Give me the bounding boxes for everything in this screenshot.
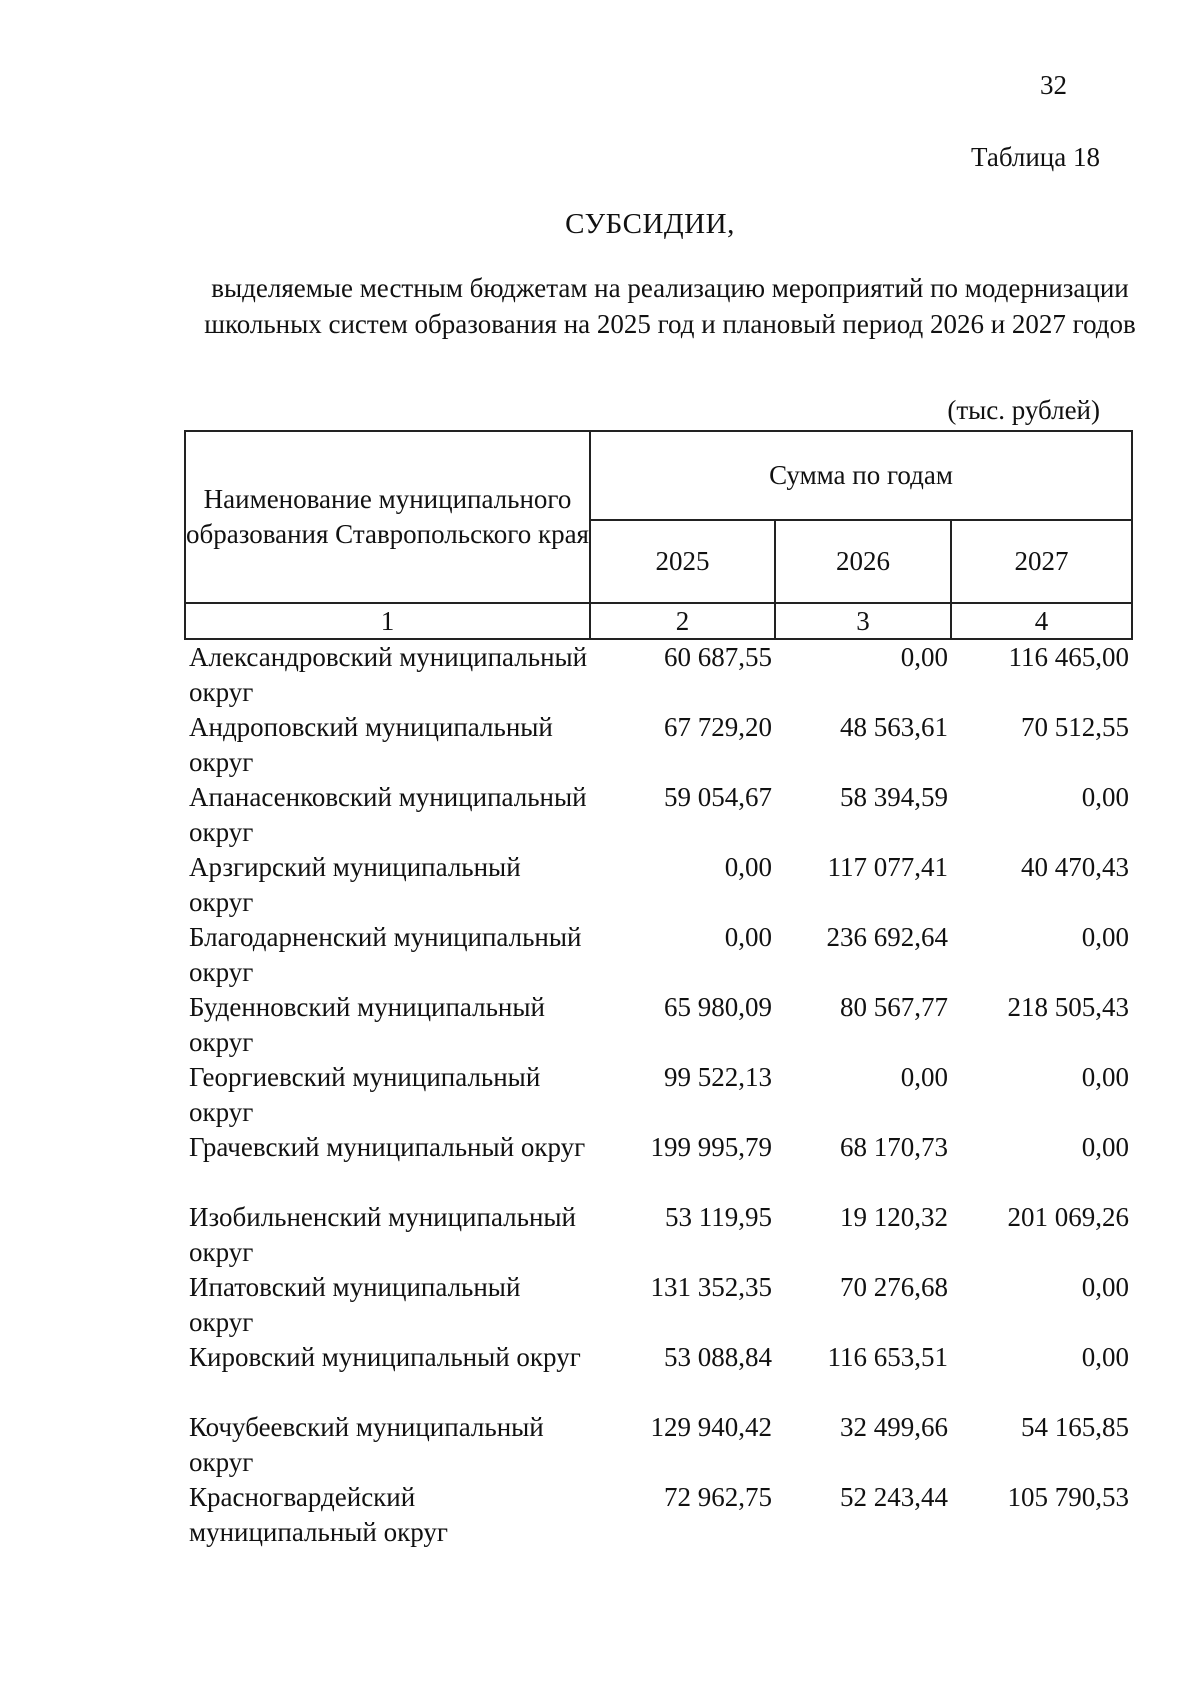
municipality-name: Красногвардейский муниципальный округ bbox=[189, 1482, 448, 1547]
municipality-name: Андроповский муниципальный округ bbox=[189, 712, 553, 777]
municipality-name: Благодарненский муниципальный округ bbox=[189, 922, 582, 987]
value-2027: 201 069,26 bbox=[1007, 1202, 1130, 1232]
column-number-2: 2 bbox=[590, 603, 775, 639]
table-label: Таблица 18 bbox=[971, 142, 1100, 172]
table-row bbox=[185, 1200, 1132, 1270]
value-2025: 72 962,75 bbox=[664, 1482, 772, 1512]
value-2027: 0,00 bbox=[1081, 1062, 1130, 1092]
municipality-name: Грачевский муниципальный округ bbox=[189, 1132, 586, 1162]
table-row bbox=[185, 1130, 1132, 1200]
value-2027: 0,00 bbox=[1081, 1272, 1130, 1302]
value-2025: 67 729,20 bbox=[664, 712, 772, 742]
value-2025: 199 995,79 bbox=[650, 1132, 772, 1162]
table-row bbox=[185, 1480, 1132, 1550]
municipality-name: Апанасенковский муниципальный округ bbox=[189, 782, 587, 847]
value-2027: 54 165,85 bbox=[1021, 1412, 1130, 1442]
page-number: 32 bbox=[1040, 70, 1067, 100]
document-title: СУБСИДИИ, bbox=[565, 208, 735, 240]
value-2025: 131 352,35 bbox=[650, 1272, 772, 1302]
municipality-name: Буденновский муниципальный округ bbox=[189, 992, 545, 1057]
value-2025: 99 522,13 bbox=[664, 1062, 772, 1092]
municipality-name: Арзгирский муниципальный округ bbox=[189, 852, 521, 917]
value-2026: 117 077,41 bbox=[827, 852, 948, 882]
table-row bbox=[185, 780, 1132, 850]
value-2027: 218 505,43 bbox=[1007, 992, 1130, 1022]
value-2025: 0,00 bbox=[724, 852, 772, 882]
header-year-2026: 2026 bbox=[775, 520, 951, 603]
municipality-name: Ипатовский муниципальный округ bbox=[189, 1272, 521, 1337]
value-2026: 0,00 bbox=[900, 1062, 948, 1092]
value-2027: 105 790,53 bbox=[1007, 1482, 1130, 1512]
value-2026: 58 394,59 bbox=[840, 782, 948, 812]
value-2025: 59 054,67 bbox=[664, 782, 772, 812]
column-number-3: 3 bbox=[775, 603, 951, 639]
table-row bbox=[185, 710, 1132, 780]
value-2027: 40 470,43 bbox=[1021, 852, 1130, 882]
municipality-name: Георгиевский муниципальный округ bbox=[189, 1062, 541, 1127]
table-row bbox=[185, 639, 1132, 710]
column-number-1: 1 bbox=[185, 603, 590, 639]
subsidies-table bbox=[184, 430, 1133, 1550]
table-body bbox=[185, 639, 1132, 1550]
value-2025: 53 088,84 bbox=[664, 1342, 772, 1372]
municipality-name: Александровский муниципальный округ bbox=[189, 642, 588, 707]
value-2025: 53 119,95 bbox=[665, 1202, 772, 1232]
unit-note: (тыс. рублей) bbox=[947, 395, 1100, 425]
value-2026: 70 276,68 bbox=[840, 1272, 948, 1302]
municipality-name: Кировский муниципальный округ bbox=[189, 1342, 581, 1372]
value-2026: 116 653,51 bbox=[827, 1342, 948, 1372]
value-2027: 70 512,55 bbox=[1021, 712, 1130, 742]
table-row bbox=[185, 1060, 1132, 1130]
value-2026: 80 567,77 bbox=[840, 992, 948, 1022]
table-row bbox=[185, 920, 1132, 990]
table-row bbox=[185, 1340, 1132, 1410]
value-2026: 236 692,64 bbox=[826, 922, 948, 952]
column-number-4: 4 bbox=[951, 603, 1132, 639]
table-row bbox=[185, 850, 1132, 920]
value-2027: 0,00 bbox=[1081, 1342, 1130, 1372]
header-year-2027: 2027 bbox=[951, 520, 1132, 603]
value-2025: 0,00 bbox=[724, 922, 772, 952]
value-2026: 19 120,32 bbox=[840, 1202, 948, 1232]
value-2025: 129 940,42 bbox=[650, 1412, 772, 1442]
value-2026: 68 170,73 bbox=[840, 1132, 948, 1162]
header-year-2025: 2025 bbox=[590, 520, 775, 603]
municipality-name: Изобильненский муниципальный округ bbox=[189, 1202, 576, 1267]
header-sum-by-years: Сумма по годам bbox=[590, 431, 1132, 520]
value-2026: 0,00 bbox=[900, 642, 948, 672]
value-2026: 32 499,66 bbox=[840, 1412, 948, 1442]
value-2026: 48 563,61 bbox=[840, 712, 948, 742]
value-2026: 52 243,44 bbox=[840, 1482, 948, 1512]
value-2027: 116 465,00 bbox=[1008, 642, 1130, 672]
value-2027: 0,00 bbox=[1081, 922, 1130, 952]
table-row bbox=[185, 990, 1132, 1060]
table-row bbox=[185, 1270, 1132, 1340]
value-2025: 60 687,55 bbox=[664, 642, 772, 672]
value-2027: 0,00 bbox=[1081, 782, 1130, 812]
value-2025: 65 980,09 bbox=[664, 992, 772, 1022]
header-municipality: Наименование муниципального образования Ставропольского края bbox=[185, 431, 590, 603]
document-subtitle: выделяемые местным бюджетам на реализацию мероприятий по модернизации школьных систем образования на 2025 год и плановый период 2026 и 2027 годов bbox=[204, 273, 1136, 339]
table-row bbox=[185, 1410, 1132, 1480]
municipality-name: Кочубеевский муниципальный округ bbox=[189, 1412, 544, 1477]
value-2027: 0,00 bbox=[1081, 1132, 1130, 1162]
